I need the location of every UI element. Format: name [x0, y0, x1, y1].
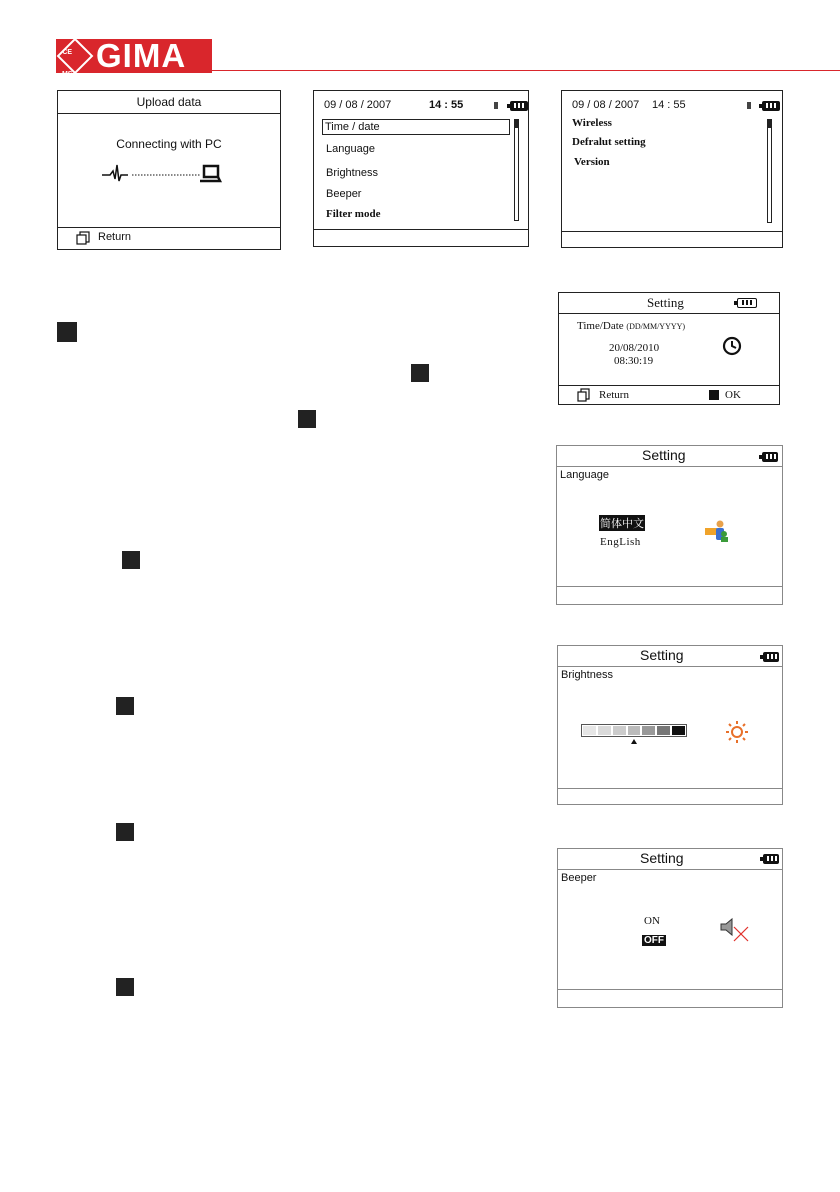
- brightness-segment: [642, 726, 655, 735]
- speaker-muted-icon: [718, 915, 750, 943]
- menu-item-wireless[interactable]: Wireless: [572, 117, 612, 129]
- signal-icon: [494, 102, 498, 109]
- battery-icon: [762, 452, 778, 462]
- battery-icon: [763, 652, 779, 662]
- menu-item-version[interactable]: Version: [574, 156, 610, 168]
- screen-title: Setting: [642, 447, 686, 463]
- screen-title: Setting: [647, 295, 684, 310]
- screen-settings-menu: [313, 90, 529, 247]
- screen-title: Upload data: [136, 95, 202, 109]
- menu2-date: 09 / 08 / 2007: [572, 99, 640, 111]
- time-date-label: Time/Date (DD/MM/YYYY): [577, 320, 686, 332]
- header-rule: [212, 70, 840, 71]
- screen-setting-language: [556, 445, 783, 605]
- menu-scrollbar[interactable]: [514, 119, 519, 221]
- battery-icon: [510, 101, 528, 111]
- ok-key-icon[interactable]: [709, 390, 719, 400]
- sun-icon: [725, 720, 749, 744]
- return-icon[interactable]: [76, 231, 90, 245]
- screen-setting-beeper: [557, 848, 783, 1008]
- brightness-pointer: [631, 739, 637, 744]
- brightness-level-bar[interactable]: [581, 724, 687, 737]
- brightness-segment: [598, 726, 611, 735]
- connecting-message: Connecting with PC: [116, 137, 222, 151]
- ok-label: OK: [725, 389, 741, 401]
- screen-setting-time-date: [558, 292, 780, 405]
- screen-title: Setting: [640, 850, 684, 866]
- step-marker: [57, 322, 77, 342]
- brightness-segment: [583, 726, 596, 735]
- menu-item-filter-mode[interactable]: Filter mode: [326, 208, 381, 220]
- menu2-time: 14 : 55: [652, 99, 686, 111]
- return-icon[interactable]: [577, 388, 590, 402]
- language-option-chinese[interactable]: 简体中文: [599, 515, 645, 531]
- battery-icon: [737, 298, 757, 308]
- menu-item-time-date[interactable]: Time / date: [322, 119, 510, 135]
- beeper-option-on[interactable]: ON: [644, 915, 660, 927]
- return-label: Return: [98, 231, 132, 243]
- language-label: Language: [560, 469, 609, 481]
- brightness-segment: [657, 726, 670, 735]
- return-label: Return: [599, 389, 629, 401]
- menu-item-default-setting[interactable]: Defralut setting: [572, 136, 646, 148]
- battery-icon: [763, 854, 779, 864]
- step-marker: [122, 551, 140, 569]
- menu-scrollbar[interactable]: [767, 119, 772, 223]
- step-marker: [116, 978, 134, 996]
- step-marker: [116, 823, 134, 841]
- screen-title: Setting: [640, 647, 684, 663]
- menu-item-beeper[interactable]: Beeper: [326, 188, 362, 200]
- step-marker: [411, 364, 429, 382]
- battery-icon: [762, 101, 780, 111]
- menu-date: 09 / 08 / 2007: [324, 99, 392, 111]
- step-marker: [298, 410, 316, 428]
- brightness-segment: [628, 726, 641, 735]
- logo-text: GIMA: [96, 37, 187, 74]
- screen-upload-data: [57, 90, 281, 250]
- brightness-segment: [672, 726, 685, 735]
- menu-item-language[interactable]: Language: [326, 143, 375, 155]
- beeper-label: Beeper: [561, 872, 597, 884]
- language-people-icon: [703, 518, 729, 544]
- date-value[interactable]: 20/08/2010: [609, 342, 660, 354]
- screen-setting-brightness: [557, 645, 783, 805]
- signal-icon: [747, 102, 751, 109]
- time-value[interactable]: 08:30:19: [614, 355, 654, 367]
- ce-badge-icon: CE MS: [57, 38, 94, 75]
- brightness-segment: [613, 726, 626, 735]
- screen-settings-menu-2: [561, 90, 783, 248]
- beeper-option-off[interactable]: OFF: [644, 935, 664, 946]
- step-marker: [116, 697, 134, 715]
- clock-icon: [722, 336, 742, 356]
- language-option-english[interactable]: EngLish: [600, 536, 641, 548]
- menu-time: 14 : 55: [429, 99, 464, 111]
- menu-item-brightness[interactable]: Brightness: [326, 167, 378, 179]
- pc-connection-icon: [100, 161, 230, 187]
- brightness-label: Brightness: [561, 669, 613, 681]
